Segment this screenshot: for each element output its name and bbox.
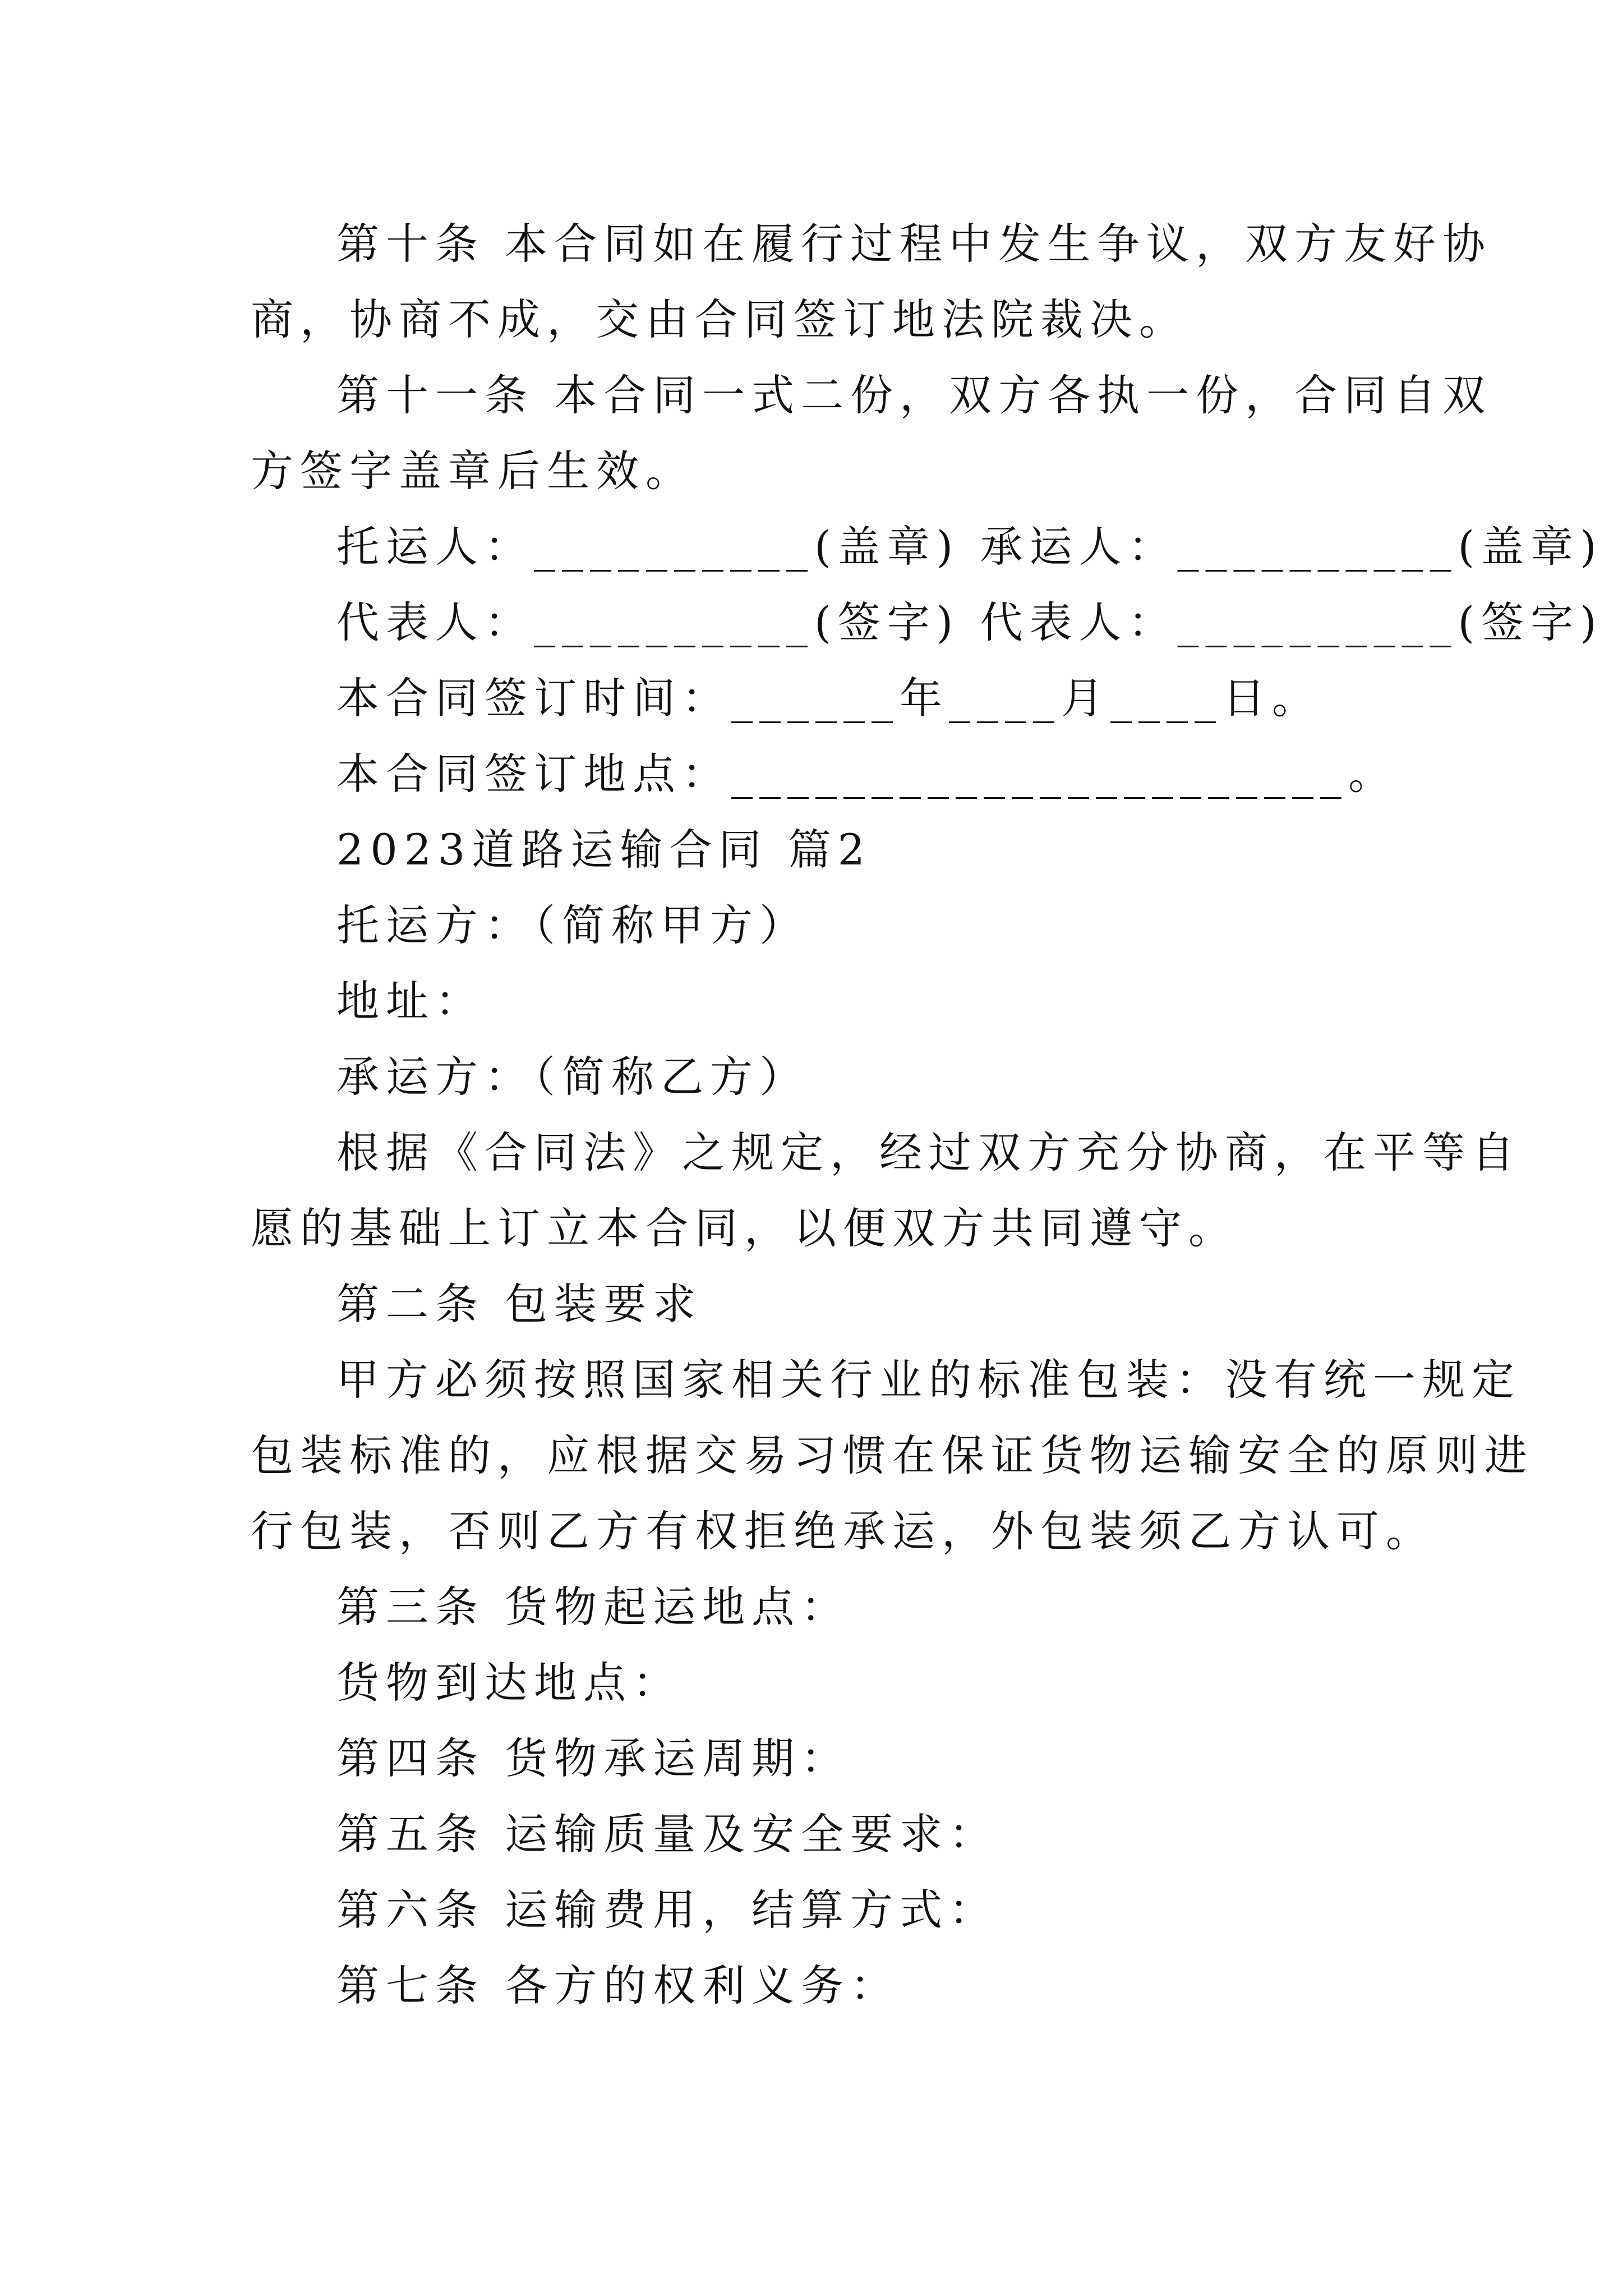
signing-place-line: 本合同签订地点：______________________。: [336, 749, 1398, 799]
carrier-party-line: 承运方：（简称乙方）: [336, 1052, 809, 1102]
shipper-signature-line: 托运人：__________(盖章) 承运人：__________(盖章): [336, 522, 1603, 572]
article-4-line: 第四条 货物承运周期：: [336, 1733, 851, 1783]
section-heading: 2023道路运输合同 篇2: [336, 825, 872, 875]
article-2-line-1: 甲方必须按照国家相关行业的标准包装：没有统一规定: [336, 1355, 1521, 1405]
representative-signature-line: 代表人：__________(签字) 代表人：__________(签字): [336, 597, 1603, 647]
article-11-line-1: 第十一条 本合同一式二份，双方各执一份，合同自双: [336, 370, 1492, 420]
article-6-line: 第六条 运输费用，结算方式：: [336, 1885, 999, 1935]
article-7-line: 第七条 各方的权利义务：: [336, 1961, 900, 2010]
article-10-line-1: 第十条 本合同如在履行过程中发生争议，双方友好协: [336, 219, 1492, 269]
article-11-line-2: 方签字盖章后生效。: [251, 446, 695, 496]
article-5-line: 第五条 运输质量及安全要求：: [336, 1809, 999, 1859]
signing-date-line: 本合同签订时间：______年____月____日。: [336, 673, 1321, 723]
article-2-heading: 第二条 包装要求: [336, 1279, 703, 1329]
article-2-line-3: 行包装，否则乙方有权拒绝承运，外包装须乙方认可。: [251, 1506, 1435, 1556]
preamble-line-2: 愿的基础上订立本合同，以便双方共同遵守。: [251, 1203, 1238, 1253]
article-10-line-2: 商，协商不成，交由合同签订地法院裁决。: [251, 295, 1188, 344]
preamble-line-1: 根据《合同法》之规定，经过双方充分协商，在平等自: [336, 1128, 1521, 1177]
article-3-line-1: 第三条 货物起运地点：: [336, 1582, 851, 1632]
address-line: 地址：: [336, 976, 485, 1026]
article-3-line-2: 货物到达地点：: [336, 1658, 682, 1708]
article-2-line-2: 包装标准的，应根据交易习惯在保证货物运输安全的原则进: [251, 1430, 1534, 1480]
shipper-party-line: 托运方：（简称甲方）: [336, 900, 809, 950]
